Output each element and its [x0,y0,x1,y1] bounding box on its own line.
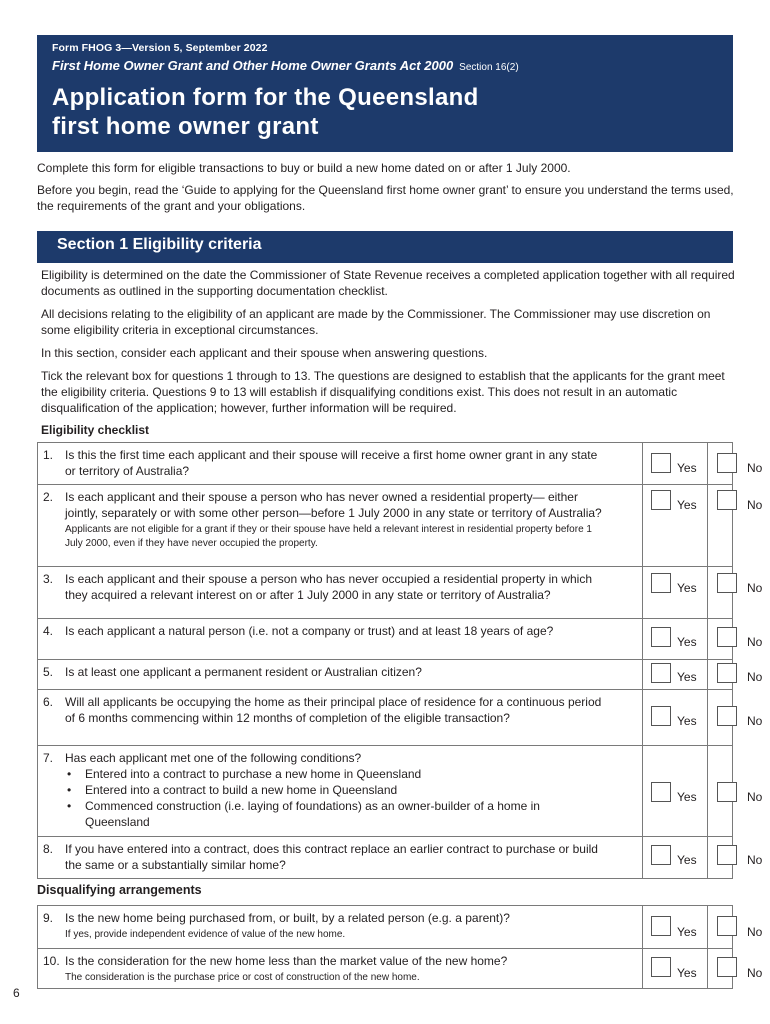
no-cell [707,619,763,659]
yes-cell [642,443,707,484]
yes-cell [642,485,707,566]
question-row-7 [38,745,763,836]
yes-cell [642,746,707,836]
yes-cell [642,906,707,948]
bullet-item: • Entered into a contract to purchase a new home in Queensland [67,767,422,781]
yes-checkbox[interactable] [651,627,671,647]
intro-paragraph-2: Before you begin, read the ‘Guide to applying for the Queensland first home owner grant’ to ensure you understand the terms used, the requirements of the grant and your obligations. [37,183,734,213]
section-1-heading: Section 1 Eligibility criteria [37,231,733,263]
disqualifying-table [37,905,763,989]
no-cell [707,949,763,988]
question-number: 9. [43,911,54,925]
no-cell [707,443,763,484]
page-title [52,83,718,141]
bullet-item: • Entered into a contract to build a new home in Queensland [67,783,398,797]
question-row-6 [38,689,763,745]
no-cell [707,660,763,689]
yes-label: Yes [677,635,697,649]
no-label: No [747,714,763,728]
yes-label: Yes [677,498,697,512]
no-checkbox[interactable] [717,957,737,977]
question-row-4 [38,618,763,659]
no-label: No [747,790,763,804]
question-number: 4. [43,624,54,638]
question-row-2 [38,484,763,566]
form-version: Form FHOG 3—Version 5, September 2022 [52,42,268,54]
yes-checkbox[interactable] [651,453,671,473]
no-checkbox[interactable] [717,782,737,802]
title-line-2: first home owner grant [52,113,319,140]
act-name: First Home Owner Grant and Other Home Owner Grants Act 2000 [52,58,454,73]
no-checkbox[interactable] [717,706,737,726]
no-label: No [747,461,763,475]
no-cell [707,906,763,948]
no-cell [707,690,763,745]
yes-checkbox[interactable] [651,845,671,865]
no-cell [707,746,763,836]
question-note: If yes, provide independent evidence of value of the new home. [65,929,346,940]
question-text: Is this the first time each applicant and their spouse will receive a first home owner grant in any state or territory of Australia? [65,448,598,478]
yes-label: Yes [677,670,697,684]
question-text: Is the new home being purchased from, or built, by a related person (e.g. a parent)? [65,911,510,925]
disqualifying-heading: Disqualifying arrangements [37,883,202,897]
eligibility-checklist-heading: Eligibility checklist [41,423,150,437]
yes-label: Yes [677,461,697,475]
question-row-9 [38,906,763,948]
no-checkbox[interactable] [717,453,737,473]
yes-checkbox[interactable] [651,663,671,683]
no-label: No [747,925,763,939]
no-label: No [747,581,763,595]
intro-paragraph-1: Complete this form for eligible transactions to buy or build a new home dated on or after 1 July 2000. [37,161,571,175]
section-1-paragraph-3: In this section, consider each applicant and their spouse when answering questions. [41,346,488,360]
yes-checkbox[interactable] [651,706,671,726]
question-text: Will all applicants be occupying the home as their principal place of residence for a continuous period of 6 months commencing within 12 months of completion of the eligible transaction? [65,695,602,725]
yes-checkbox[interactable] [651,782,671,802]
question-row-10 [38,948,763,988]
question-text: Is each applicant a natural person (i.e. not a company or trust) and at least 18 years of age? [65,624,554,638]
no-checkbox[interactable] [717,627,737,647]
no-label: No [747,853,763,867]
yes-label: Yes [677,966,697,980]
yes-checkbox[interactable] [651,490,671,510]
yes-label: Yes [677,581,697,595]
form-header [37,35,733,152]
no-cell [707,567,763,618]
yes-cell [642,660,707,689]
question-text: Is the consideration for the new home less than the market value of the new home? [65,954,508,968]
question-text: Is each applicant and their spouse a person who has never owned a residential property— either jointly, separately or with some other person—before 1 July 2000 in any state or territory of Australia? [65,490,602,520]
yes-cell [642,690,707,745]
page-number: 6 [13,986,20,1000]
question-number: 1. [43,448,54,462]
yes-cell [642,567,707,618]
section-1-paragraph-4: Tick the relevant box for questions 1 through to 13. The questions are designed to establish that the applicants for the grant meet the eligibility criteria. Questions 9 to 13 will establish if disqualifying conditions exist. This does not result in an automatic disqualification of the application; however, further information will be required. [41,369,725,415]
question-text: Has each applicant met one of the following conditions? [65,751,362,765]
yes-label: Yes [677,925,697,939]
question-number: 8. [43,842,54,856]
section-reference: Section 16(2) [459,62,519,73]
question-row-1 [38,443,763,484]
question-text: Is at least one applicant a permanent resident or Australian citizen? [65,665,422,679]
yes-cell [642,837,707,878]
question-row-5 [38,659,763,689]
section-1-body [41,267,736,445]
no-label: No [747,966,763,980]
yes-cell [642,949,707,988]
yes-label: Yes [677,714,697,728]
yes-label: Yes [677,853,697,867]
question-number: 10. [43,954,60,968]
no-checkbox[interactable] [717,573,737,593]
yes-checkbox[interactable] [651,916,671,936]
question-number: 3. [43,572,54,586]
question-note: The consideration is the purchase price or cost of construction of the new home. [65,972,420,983]
no-checkbox[interactable] [717,845,737,865]
no-label: No [747,498,763,512]
no-cell [707,485,763,566]
yes-checkbox[interactable] [651,573,671,593]
yes-checkbox[interactable] [651,957,671,977]
question-row-8 [38,836,763,878]
section-1-paragraph-2: All decisions relating to the eligibility of an applicant are made by the Commissioner. The Commissioner may use discretion on some eligibility criteria in exceptional circumstances. [41,307,711,337]
no-label: No [747,670,763,684]
no-checkbox[interactable] [717,663,737,683]
no-cell [707,837,763,878]
yes-label: Yes [677,790,697,804]
no-checkbox[interactable] [717,490,737,510]
section-1-paragraph-1: Eligibility is determined on the date the Commissioner of State Revenue receives a completed application together with all required documents as outlined in the supporting documentation checklist. [41,268,735,298]
no-label: No [747,635,763,649]
bullet-item: • Commenced construction (i.e. laying of foundations) as an owner-builder of a home in Queensland [67,799,540,829]
question-text: If you have entered into a contract, does this contract replace an earlier contract to purchase or build the same or a substantially similar home? [65,842,598,872]
question-number: 5. [43,665,54,679]
question-text: Is each applicant and their spouse a person who has never occupied a residential property in which they acquired a relevant interest on or after 1 July 2000 in any state or territory of Australia? [65,572,592,602]
title-line-1: Application form for the Queensland [52,84,479,111]
act-title [52,58,718,73]
no-checkbox[interactable] [717,916,737,936]
eligibility-checklist-table [37,442,763,879]
intro-text [37,160,737,220]
question-number: 7. [43,751,54,765]
question-note: Applicants are not eligible for a grant if they or their spouse have held a relevant interest in residential property before 1 July 2000, even if they have never occupied the property. [65,524,592,549]
question-number: 2. [43,490,54,504]
question-number: 6. [43,695,54,709]
question-row-3 [38,566,763,618]
yes-cell [642,619,707,659]
